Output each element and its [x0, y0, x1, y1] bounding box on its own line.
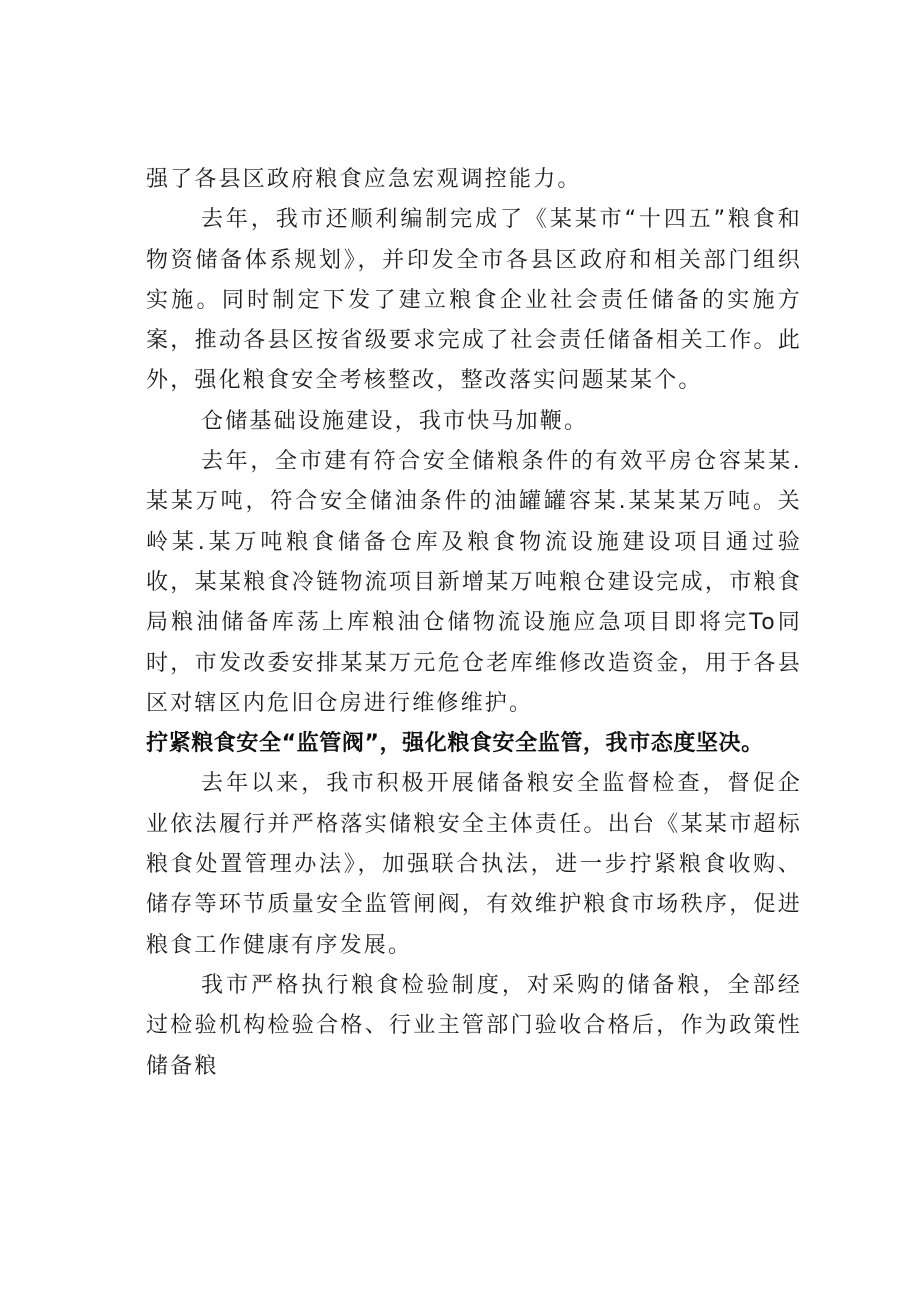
section-heading-supervision: 拧紧粮食安全“监管阀”，强化粮食安全监管，我市态度坚决。: [146, 731, 764, 757]
paragraph-planning: 去年，我市还顺利编制完成了《某某市“十四五”粮食和物资储备体系规划》，并印发全市各县区政府和相关部门组织实施。同时制定下发了建立粮食企业社会责任储备的实施方案，推动各县区按省级要求完成了社会责任储备相关工作。此外，强化粮食安全考核整改，整改落实问题某某个。: [146, 207, 802, 394]
document-body: [146, 160, 802, 1087]
paragraph-grain-testing: 我市严格执行粮食检验制度，对采购的储备粮，全部经过检验机构检验合格、行业主管部门验收合格后，作为政策性储备粮: [146, 972, 802, 1079]
paragraph-supervision-inspection: 去年以来，我市积极开展储备粮安全监督检查，督促企业依法履行并严格落实储粮安全主体责任。出台《某某市超标粮食处置管理办法》，加强联合执法，进一步拧紧粮食收购、储存等环节质量安全监管闸阀，有效维护粮食市场秩序，促进粮食工作健康有序发展。: [146, 771, 802, 958]
paragraph-continuation: 强了各县区政府粮食应急宏观调控能力。: [146, 167, 582, 192]
paragraph-storage-capacity: 去年，全市建有符合安全储粮条件的有效平房仓容某某.某某万吨，符合安全储油条件的油罐罐容某.某某某万吨。关岭某.某万吨粮食储备仓库及粮食物流设施建设项目通过验收，某某粮食冷链物流项目新增某万吨粮仓建设完成，市粮食局粮油储备库荡上库粮油仓储物流设施应急项目即将完To同时，市发改委安排某某万元危仓老库维修改造资金，用于各县区对辖区内危旧仓房进行维修维护。: [146, 449, 802, 716]
paragraph-storage-intro: 仓储基础设施建设，我市快马加鞭。: [201, 408, 589, 434]
